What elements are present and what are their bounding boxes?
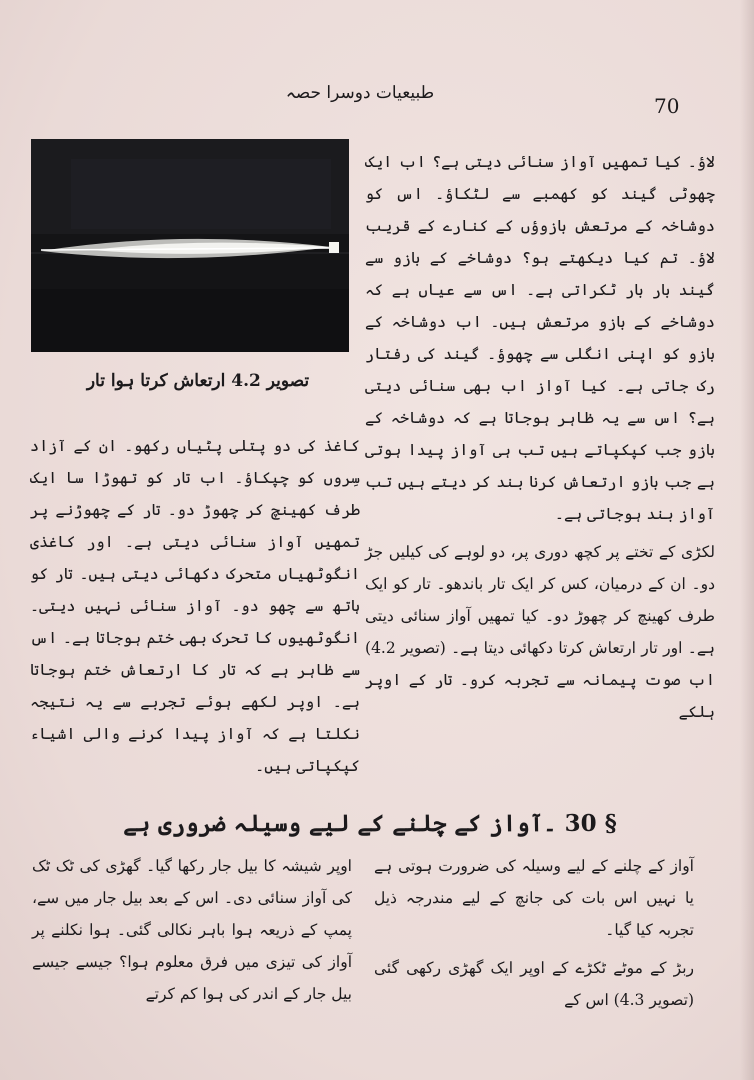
section-heading: § 30 ۔آواز کے چلنے کے لیے وسیلہ ضروری ہے [123, 810, 617, 837]
text-column-left-middle [30, 430, 360, 788]
paragraph: آواز کے چلنے کے لیے وسیلہ کی ضرورت ہوتی ہے یا نہیں اس بات کی جانچ کے لیے مندرجہ ذیل تجربہ کیا گیا۔ [374, 857, 694, 939]
paragraph: اوپر شیشہ کا بیل جار رکھا گیا۔ گھڑی کی ٹک ٹک کی آواز سنائی دی۔ اس کے بعد بیل جار میں سے، پمپ کے ذریعہ ہوا باہر نکالی گئی۔ ہوا نکلنے پر آواز کی تیزی میں فرق معلوم ہوا؟ جیسے جیسے بیل جار کے اندر کی ہوا کم کرتے [32, 857, 352, 1003]
page-edge-shadow [740, 0, 754, 1080]
paragraph: ربڑ کے موٹے ٹکڑے کے اوپر ایک گھڑی رکھی گئی (تصویر 4.3) اس کے [374, 959, 694, 1009]
running-header-title: طبیعیات دوسرا حصہ [285, 83, 435, 103]
paragraph: کاغذ کی دو پتلی پٹیاں رکھو۔ ان کے آزاد سِروں کو چپکاؤ۔ اب تار کو تھوڑا سا ایک طرف کھینچ کر چھوڑ دو۔ تار کے چھوڑنے پر تمھیں آواز سنائی دیتی ہے۔ اور کاغذی انگوٹھیاں متحرک دکھائی دیتی ہیں۔ تار کو ہاتھ سے چھو دو۔ آواز سنائی نہیں دیتی۔ انگوٹھیوں کا تحرک بھی ختم ہوجاتا ہے۔ اس سے ظاہر ہے کہ تار کا ارتعاش ختم ہوجاتا ہے۔ اوپر لکھے ہوئے تجربے سے یہ نتیجہ نکلتا ہے کہ آواز پیدا کرنے والی اشیاء کپکپاتی ہیں۔ [30, 437, 360, 775]
paragraph: لکڑی کے تختے پر کچھ دوری پر، دو لوہے کی کیلیں جڑ دو۔ ان کے درمیان، کس کر ایک تار باندھو۔ تار کو ایک طرف کھینچ کر چھوڑ دو۔ کیا تمھیں آواز سنائی دیتی ہے۔ اور تار ارتعاش کرتا دکھائی دیتا ہے۔ (تصویر 4.2) اب صوت پیمانہ سے تجربہ کرو۔ تار کے اوپر ہلکے [365, 543, 715, 721]
text-column-right-bottom [374, 850, 694, 1022]
text-column-left-bottom [32, 850, 352, 1016]
text-column-right-top [365, 146, 715, 734]
vibrating-string-photo [31, 139, 349, 352]
page-number: 70 [654, 94, 680, 118]
vibrating-string-image [31, 139, 349, 352]
figure-caption: تصویر 4.2 ارتعاش کرتا ہوا تار [86, 371, 310, 391]
paragraph: لاؤ۔ کیا تمھیں آواز سنائی دیتی ہے؟ اب ایک چھوٹی گیند کو کھمبے سے لٹکاؤ۔ اس کو دوشاخہ کے مرتعش بازوؤں کے کنارے کے قریب لاؤ۔ تم کیا دیکھتے ہو؟ دوشاخے کے بازو سے گیند بار بار ٹکراتی ہے۔ اس سے عیاں ہے کہ دوشاخے کے بازو مرتعش ہیں۔ اب دوشاخہ کے بازو کو اپنی انگلی سے چھوؤ۔ گیند کی رفتار رک جاتی ہے۔ کیا آواز اب بھی سنائی دیتی ہے؟ اس سے یہ ظاہر ہوجاتا ہے کہ دوشاخہ کے بازو جب کپکپاتے ہیں تب ہی آواز پیدا ہوتی ہے جب بازو ارتعاش کرنا بند کر دیتے ہیں تب آواز بند ہوجاتی ہے۔ [365, 153, 715, 523]
